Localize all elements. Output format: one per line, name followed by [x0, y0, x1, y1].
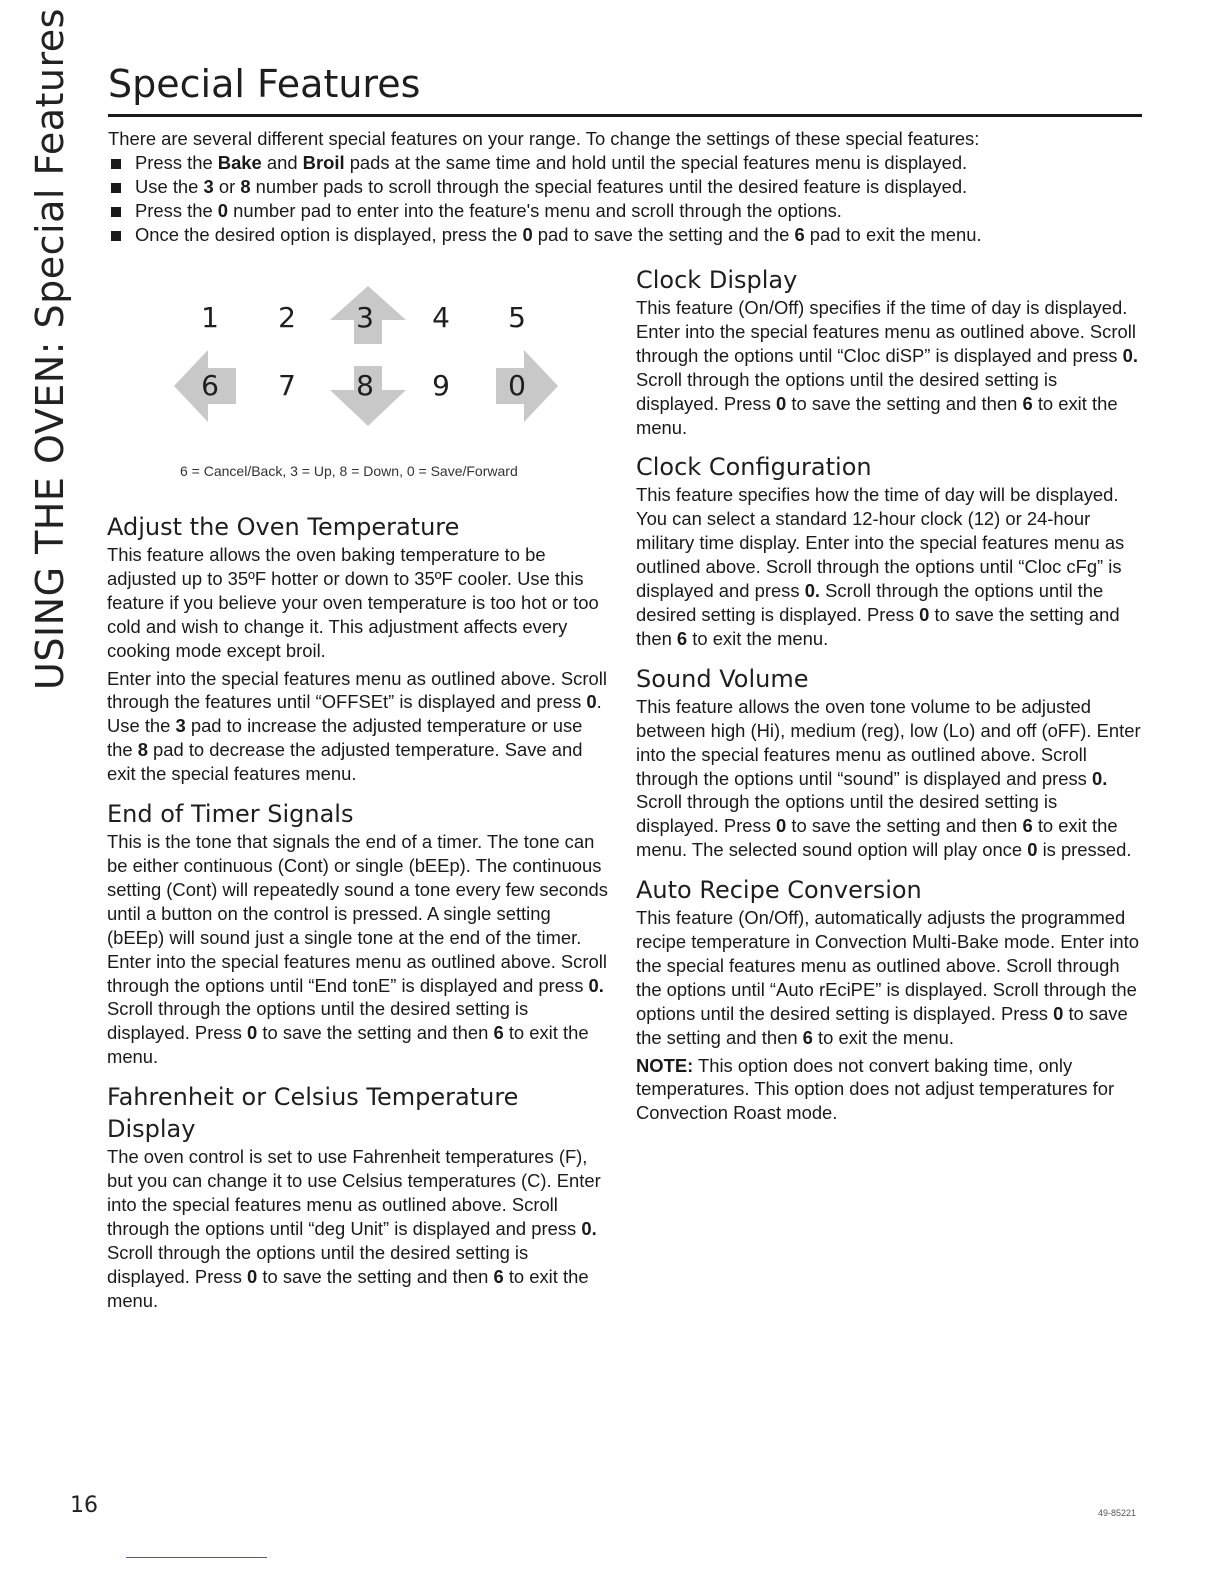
key-ref: 3: [175, 715, 186, 737]
section-sound-volume: [636, 663, 1141, 862]
key-ref: 0.: [1122, 344, 1138, 366]
key-ref: 0: [919, 603, 930, 625]
page-title: Special Features: [108, 62, 421, 106]
intro: [108, 127, 1148, 247]
key-6: 6: [201, 369, 219, 402]
note-label: NOTE:: [636, 1054, 694, 1076]
text-run: This is the tone that signals the end of a timer. The tone can be either continuous (Cont) or single (bEEp). The continuous setting (Cont) will repeatedly sound a tone every few seconds until a button on the control is pressed. A single setting (bEEp) will sound just a single tone at the end of the timer. Enter into the special features menu as outlined above. Scroll through the options until “End tonE” is displayed and press: [107, 831, 608, 996]
key-ref: 6: [1022, 815, 1033, 837]
text-run: to exit the menu.: [812, 1026, 954, 1048]
step-text: pads at the same time and hold until the special features menu is displayed.: [344, 152, 968, 173]
text-run: Scroll through the options until the desired setting is displayed. Press: [636, 368, 1058, 414]
text-run: This feature (On/Off), automatically adjusts the programmed recipe temperature in Convection Multi-Bake mode. Enter into the special features menu as outlined above. Scroll through the options until “Auto rEciPE” is displayed. Scroll through the options until the desired setting is displayed. Press: [636, 907, 1139, 1024]
step-text: number pad to enter into the feature's menu and scroll through the options.: [228, 200, 842, 221]
text-run: . Use the: [107, 691, 602, 737]
key-ref: 0: [247, 1265, 258, 1287]
left-column: [107, 511, 612, 1324]
note-paragraph: [636, 1054, 1141, 1126]
section-clock-configuration: [636, 451, 1141, 650]
key-7: 7: [278, 369, 296, 402]
section-heading: Fahrenheit or Celsius Temperature Display: [107, 1083, 519, 1144]
step-item: [108, 151, 1148, 175]
section-paragraph: [636, 296, 1141, 439]
section-heading: Clock Display: [636, 266, 798, 294]
step-text: pad to save the setting and the: [532, 224, 795, 245]
text-run: to save the setting and then: [257, 1022, 494, 1044]
intro-lead: There are several different special features on your range. To change the settings of these special features:: [108, 128, 980, 149]
step-text: Use the: [135, 176, 204, 197]
text-run: pad to increase the adjusted temperature or use the: [107, 715, 583, 761]
step-text: Press the: [135, 152, 218, 173]
key-ref: 6: [676, 627, 688, 649]
section-adjust-temperature: [107, 511, 612, 786]
bullet-square-icon: [111, 231, 121, 241]
text-run: to exit the menu.: [687, 627, 829, 649]
step-key: 8: [240, 176, 251, 197]
text-run: to exit the menu. The selected sound option will play once: [636, 815, 1118, 861]
key-3: 3: [356, 301, 374, 334]
key-5: 5: [508, 301, 526, 334]
intro-steps: [108, 151, 1148, 247]
step-key: Bake: [217, 152, 262, 173]
section-clock-display: [636, 264, 1141, 439]
step-item: [108, 175, 1148, 199]
footer-link-underline: [126, 1557, 267, 1558]
key-ref: 0: [776, 815, 787, 837]
bullet-square-icon: [111, 207, 121, 217]
note-text: This option does not convert baking time, only temperatures. This option does not adjust temperatures for Convection Roast mode.: [636, 1054, 1115, 1124]
section-heading: End of Timer Signals: [107, 800, 354, 829]
section-fahrenheit-celsius: [107, 1081, 612, 1312]
text-run: to save the setting and then: [257, 1265, 494, 1287]
key-ref: 0: [586, 691, 597, 713]
step-text: and: [261, 152, 303, 173]
text-run: to exit the menu.: [636, 392, 1118, 438]
section-heading: Sound Volume: [636, 664, 809, 693]
key-2: 2: [278, 301, 296, 334]
text-run: is pressed.: [1037, 839, 1132, 861]
step-item: [108, 199, 1148, 223]
key-1: 1: [201, 301, 219, 334]
section-heading: Auto Recipe Conversion: [636, 876, 922, 905]
document-code: 49-85221: [1098, 1508, 1137, 1518]
text-run: to save the setting and then: [786, 815, 1023, 837]
title-rule: [108, 114, 1142, 117]
section-end-of-timer: [107, 798, 612, 1069]
key-ref: 8: [137, 739, 148, 761]
text-run: The oven control is set to use Fahrenheit temperatures (F), but you can change it to use Celsius temperatures (C). Enter into the special features menu as outlined above. Scroll through the options until “deg Unit” is displayed and press: [107, 1146, 601, 1239]
text-run: Scroll through the options until the desired setting is displayed. Press: [636, 580, 1104, 625]
text-run: Scroll through the options until the desired setting is displayed. Press: [107, 1241, 529, 1287]
text-run: This feature specifies how the time of day will be displayed. You can select a standard 12-hour clock (12) or 24-hour military time display. Enter into the special features menu as outlined above. Scroll through the options until “Cloc cFg” is displayed and press: [636, 484, 1125, 602]
section-auto-recipe-conversion: [636, 874, 1141, 1125]
text-run: to save the setting and then: [636, 603, 1120, 649]
side-tab-label: [28, 8, 72, 690]
text-run: This feature (On/Off) specifies if the time of day is displayed. Enter into the special features menu as outlined above. Scroll through the options until “Cloc diSP” is displayed and press: [636, 297, 1136, 366]
keypad-diagram: [160, 280, 580, 440]
step-text: number pads to scroll through the special features until the desired feature is displayed.: [250, 176, 968, 197]
key-ref: 6: [802, 1026, 813, 1048]
key-8: 8: [356, 369, 374, 402]
text-run: This feature allows the oven tone volume to be adjusted between high (Hi), medium (reg), low (Lo) and off (oFF). Enter into the special features menu as outlined above. Scroll through the options until “sound” is displayed and press: [636, 695, 1141, 789]
section-paragraph: [636, 483, 1141, 650]
text-run: Scroll through the options until the desired setting is displayed. Press: [107, 998, 529, 1044]
step-key: Broil: [302, 152, 345, 173]
step-key: 3: [203, 176, 214, 197]
section-paragraph: [107, 1145, 612, 1312]
key-ref: 6: [493, 1022, 504, 1044]
bullet-square-icon: [111, 183, 121, 193]
section-heading: Adjust the Oven Temperature: [107, 513, 460, 541]
section-paragraph: [107, 830, 612, 1069]
key-ref: 0.: [581, 1217, 597, 1239]
step-text: Press the: [135, 200, 218, 221]
key-ref: 0: [776, 392, 787, 414]
step-text: or: [213, 176, 241, 197]
key-ref: 0: [247, 1022, 258, 1044]
side-tab-section: USING THE OVEN:: [28, 341, 72, 690]
step-key: 0: [217, 200, 229, 221]
key-ref: 0: [1027, 839, 1038, 861]
key-ref: 0: [1053, 1002, 1064, 1024]
section-paragraph: [636, 695, 1141, 862]
bullet-square-icon: [111, 159, 121, 169]
text-run: to exit the menu.: [107, 1265, 589, 1311]
section-paragraph: This feature allows the oven baking temperature to be adjusted up to 35ºF hotter or down to 35ºF cooler. Use this feature if you believe your oven temperature is too hot or too cold and wish to change it. This adjustment affects every cooking mode except broil.: [107, 544, 599, 661]
key-ref: 6: [493, 1265, 504, 1287]
side-tab-topic: Special Features: [28, 8, 72, 329]
key-4: 4: [432, 301, 450, 334]
section-paragraph: [107, 667, 612, 787]
section-paragraph: [636, 906, 1141, 1049]
key-ref: 0.: [804, 580, 821, 602]
right-column: [636, 264, 1141, 1137]
step-key: 0: [522, 224, 533, 245]
key-ref: 6: [1022, 392, 1033, 414]
section-heading: Clock Configuration: [636, 453, 872, 482]
key-ref: 0.: [1091, 767, 1108, 789]
step-text: Once the desired option is displayed, press the: [135, 224, 523, 245]
keypad-caption: 6 = Cancel/Back, 3 = Up, 8 = Down, 0 = Save/Forward: [180, 463, 518, 479]
key-9: 9: [432, 369, 450, 402]
page-number: 16: [70, 1493, 98, 1518]
text-run: to save the setting and then: [636, 1002, 1128, 1048]
step-text: pad to exit the menu.: [804, 224, 982, 245]
key-0: 0: [508, 369, 526, 402]
text-run: Enter into the special features menu as outlined above. Scroll through the features until “OFFSEt” is displayed and press: [107, 667, 607, 713]
text-run: to save the setting and then: [786, 392, 1023, 414]
step-item: [108, 223, 1148, 247]
text-run: Scroll through the options until the desired setting is displayed. Press: [636, 791, 1058, 837]
text-run: pad to decrease the adjusted temperature. Save and exit the special features menu.: [107, 739, 583, 785]
text-run: to exit the menu.: [107, 1022, 589, 1068]
step-key: 6: [794, 224, 805, 245]
key-ref: 0.: [588, 974, 604, 996]
